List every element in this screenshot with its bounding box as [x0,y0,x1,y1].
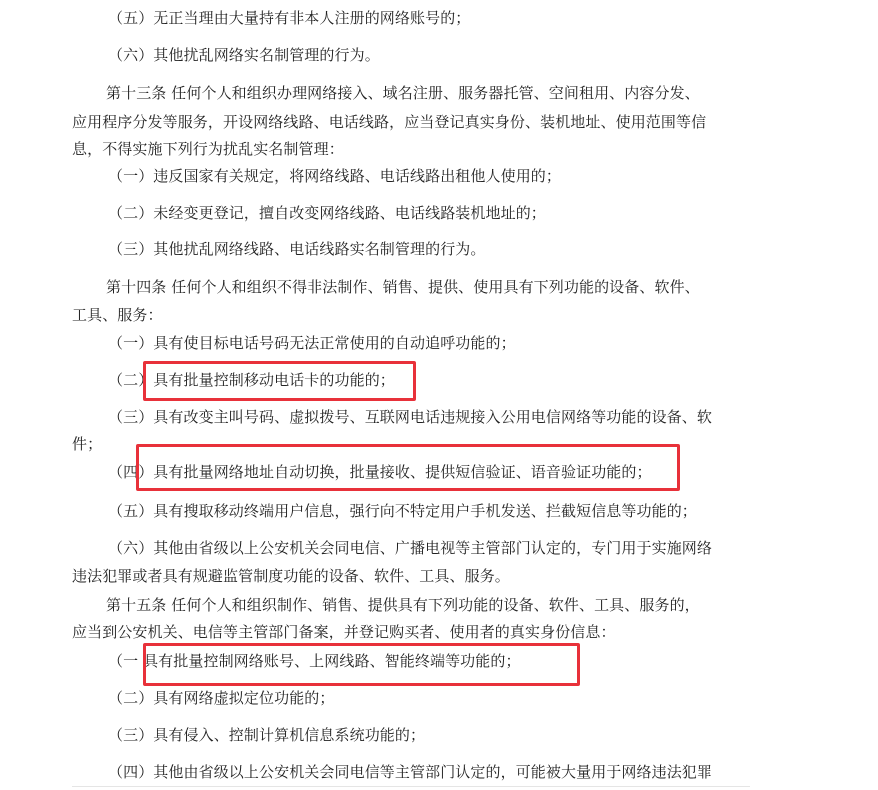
text-line: （一）违反国家有关规定，将网络线路、电话线路出租他人使用的； [108,167,562,185]
highlight-box [143,361,416,401]
text-line: 应用程序分发等服务，开设网络线路、电话线路，应当登记真实身份、装机地址、使用范围等信 [72,113,707,131]
text-line: （二）具有网络虚拟定位功能的； [108,689,335,707]
text-line: 违法犯罪或者具有规避监管制度功能的设备、软件、工具、服务。 [72,567,510,585]
text-line: （六）其他由省级以上公安机关会同电信、广播电视等主管部门认定的，专门用于实施网络 [108,539,713,557]
text-line: 件； [72,435,103,453]
text-line: （一 具有批量控制网络账号、上网线路、智能终端等功能的； [108,652,521,670]
text-line: （三）具有侵入、控制计算机信息系统功能的； [108,726,426,744]
text-line: 息，不得实施下列行为扰乱实名制管理： [72,140,344,158]
text-line: （二）具有批量控制移动电话卡的功能的； [108,371,395,389]
text-line: （二）未经变更登记，擅自改变网络线路、电话线路装机地址的； [108,204,546,222]
text-line: （三）其他扰乱网络线路、电话线路实名制管理的行为。 [108,240,486,258]
text-line: （六）其他扰乱网络实名制管理的行为。 [108,46,380,64]
article-13-heading: 第十三条 任何个人和组织办理网络接入、域名注册、服务器托管、空间租用、内容分发、 [106,84,700,102]
text-line: （一）具有使目标电话号码无法正常使用的自动追呼功能的； [108,334,516,352]
text-line: 工具、服务： [72,306,163,324]
text-line: （四）具有批量网络地址自动切换，批量接收、提供短信验证、语音验证功能的； [108,463,652,481]
article-15-heading: 第十五条 任何个人和组织制作、销售、提供具有下列功能的设备、软件、工具、服务的， [106,596,700,614]
text-line: （五）无正当理由大量持有非本人注册的网络账号的； [108,9,471,27]
highlight-box [136,444,680,491]
text-line: 应当到公安机关、电信等主管部门备案，并登记购买者、使用者的真实身份信息： [72,623,616,641]
divider [72,786,750,787]
text-line: （四）其他由省级以上公安机关会同电信等主管部门认定的，可能被大量用于网络违法犯罪 [108,763,713,781]
text-line: （五）具有搜取移动终端用户信息，强行向不特定用户手机发送、拦截短信息等功能的； [108,502,697,520]
text-line: （三）具有改变主叫号码、虚拟拨号、互联网电话违规接入公用电信网络等功能的设备、软 [108,408,713,426]
article-14-heading: 第十四条 任何个人和组织不得非法制作、销售、提供、使用具有下列功能的设备、软件、 [106,278,700,296]
highlight-box [143,643,580,686]
